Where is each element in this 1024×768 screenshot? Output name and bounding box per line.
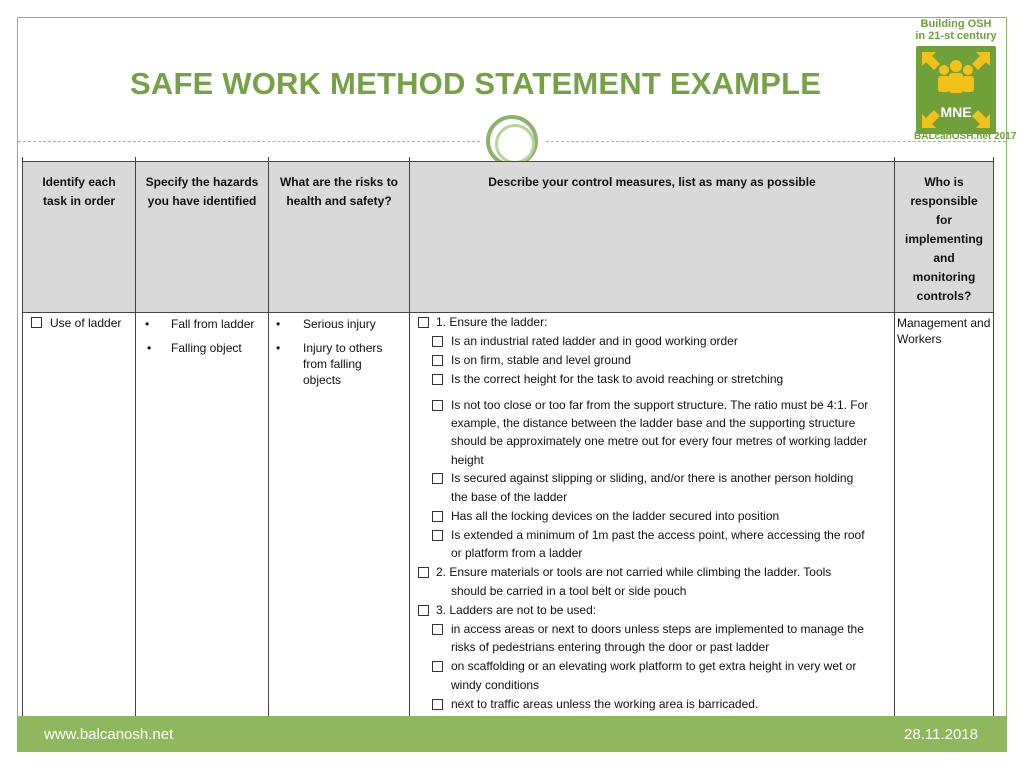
checkbox-icon <box>432 661 443 672</box>
logo-badge <box>916 46 996 134</box>
hazard-item: Fall from ladder <box>171 317 255 331</box>
risk-item: Injury to others from falling objects <box>303 341 383 387</box>
checkbox-icon <box>418 605 429 616</box>
control-line: example, the distance between the ladder base and the supporting structure <box>451 416 856 430</box>
control-line: Is on firm, stable and level ground <box>451 353 632 367</box>
risk-item: Serious injury <box>303 317 376 331</box>
checkbox-icon <box>418 317 429 328</box>
control-line: should be carried in a tool belt or side pouch <box>451 584 687 598</box>
checkbox-icon <box>432 355 443 366</box>
checkbox-icon <box>432 624 443 635</box>
header-controls: Describe your control measures, list as many as possible <box>488 175 816 189</box>
footer-date: 28.11.2018 <box>904 726 978 743</box>
control-line: in access areas or next to doors unless steps are implemented to manage the <box>451 622 864 636</box>
header-hazards: Specify the hazards you have identified <box>145 175 259 208</box>
control-line: should be approximately one metre out for every four metres of working ladder <box>451 434 868 448</box>
slide-title: SAFE WORK METHOD STATEMENT EXAMPLE <box>130 66 822 101</box>
header-task: Identify each task in order <box>42 175 116 208</box>
column-divider <box>135 157 136 716</box>
bullet-icon: • <box>147 341 152 355</box>
control-line: Is an industrial rated ladder and in good working order <box>451 334 738 348</box>
footer-url[interactable]: www.balcanosh.net <box>44 726 174 743</box>
checkbox-icon <box>31 317 42 328</box>
people-icon <box>916 46 996 134</box>
checkbox-icon <box>432 336 443 347</box>
task-item <box>31 315 121 331</box>
logo-badge-text: MNE <box>940 104 972 120</box>
control-line: Is secured against slipping or sliding, and/or there is another person holding <box>451 471 854 485</box>
swms-table <box>22 157 994 716</box>
checkbox-icon <box>432 473 443 484</box>
control-line: Has all the locking devices on the ladder secured into position <box>451 509 780 523</box>
checkbox-icon <box>432 699 443 710</box>
task-label: Use of ladder <box>50 316 122 330</box>
bullet-icon: • <box>276 317 281 331</box>
control-line: 3. Ladders are not to be used: <box>436 603 597 617</box>
header-responsible: Who is responsible for implementing and monitoring controls? <box>904 175 983 303</box>
control-line: 1. Ensure the ladder: <box>436 315 548 329</box>
control-line: next to traffic areas unless the working area is barricaded. <box>451 697 759 711</box>
logo <box>914 18 1017 144</box>
header-risks: What are the risks to health and safety? <box>279 175 399 208</box>
bullet-icon: • <box>145 317 150 331</box>
logo-line-1: Building OSH <box>920 18 992 30</box>
bullet-icon: • <box>276 341 281 355</box>
checkbox-icon <box>432 400 443 411</box>
column-divider <box>268 157 269 716</box>
logo-line-2: in 21-st century <box>915 30 997 42</box>
hazard-item: Falling object <box>171 341 242 355</box>
column-divider <box>409 157 410 716</box>
divider-left <box>18 141 480 142</box>
footer-bar <box>18 716 1006 751</box>
checkbox-icon <box>432 530 443 541</box>
control-line: 2. Ensure materials or tools are not carried while climbing the ladder. Tools <box>436 565 832 579</box>
control-line: the base of the ladder <box>451 490 568 504</box>
responsible-value: Management and Workers <box>897 316 991 346</box>
control-line: on scaffolding or an elevating work platform to get extra height in very wet or <box>451 659 857 673</box>
control-line: Is extended a minimum of 1m past the access point, where accessing the roof <box>451 528 865 542</box>
logo-line-4: BALcanOSH.net 2017 <box>914 131 1017 142</box>
control-line: height <box>451 453 484 467</box>
checkbox-icon <box>418 567 429 578</box>
control-line: or platform from a ladder <box>451 546 583 560</box>
control-line: Is not too close or too far from the support structure. The ratio must be 4:1. For <box>451 398 869 412</box>
checkbox-icon <box>432 374 443 385</box>
control-line: windy conditions <box>451 678 540 692</box>
control-line: risks of pedestrians entering through the door or past ladder <box>451 640 770 654</box>
control-line: Is the correct height for the task to avoid reaching or stretching <box>451 372 784 386</box>
checkbox-icon <box>432 511 443 522</box>
